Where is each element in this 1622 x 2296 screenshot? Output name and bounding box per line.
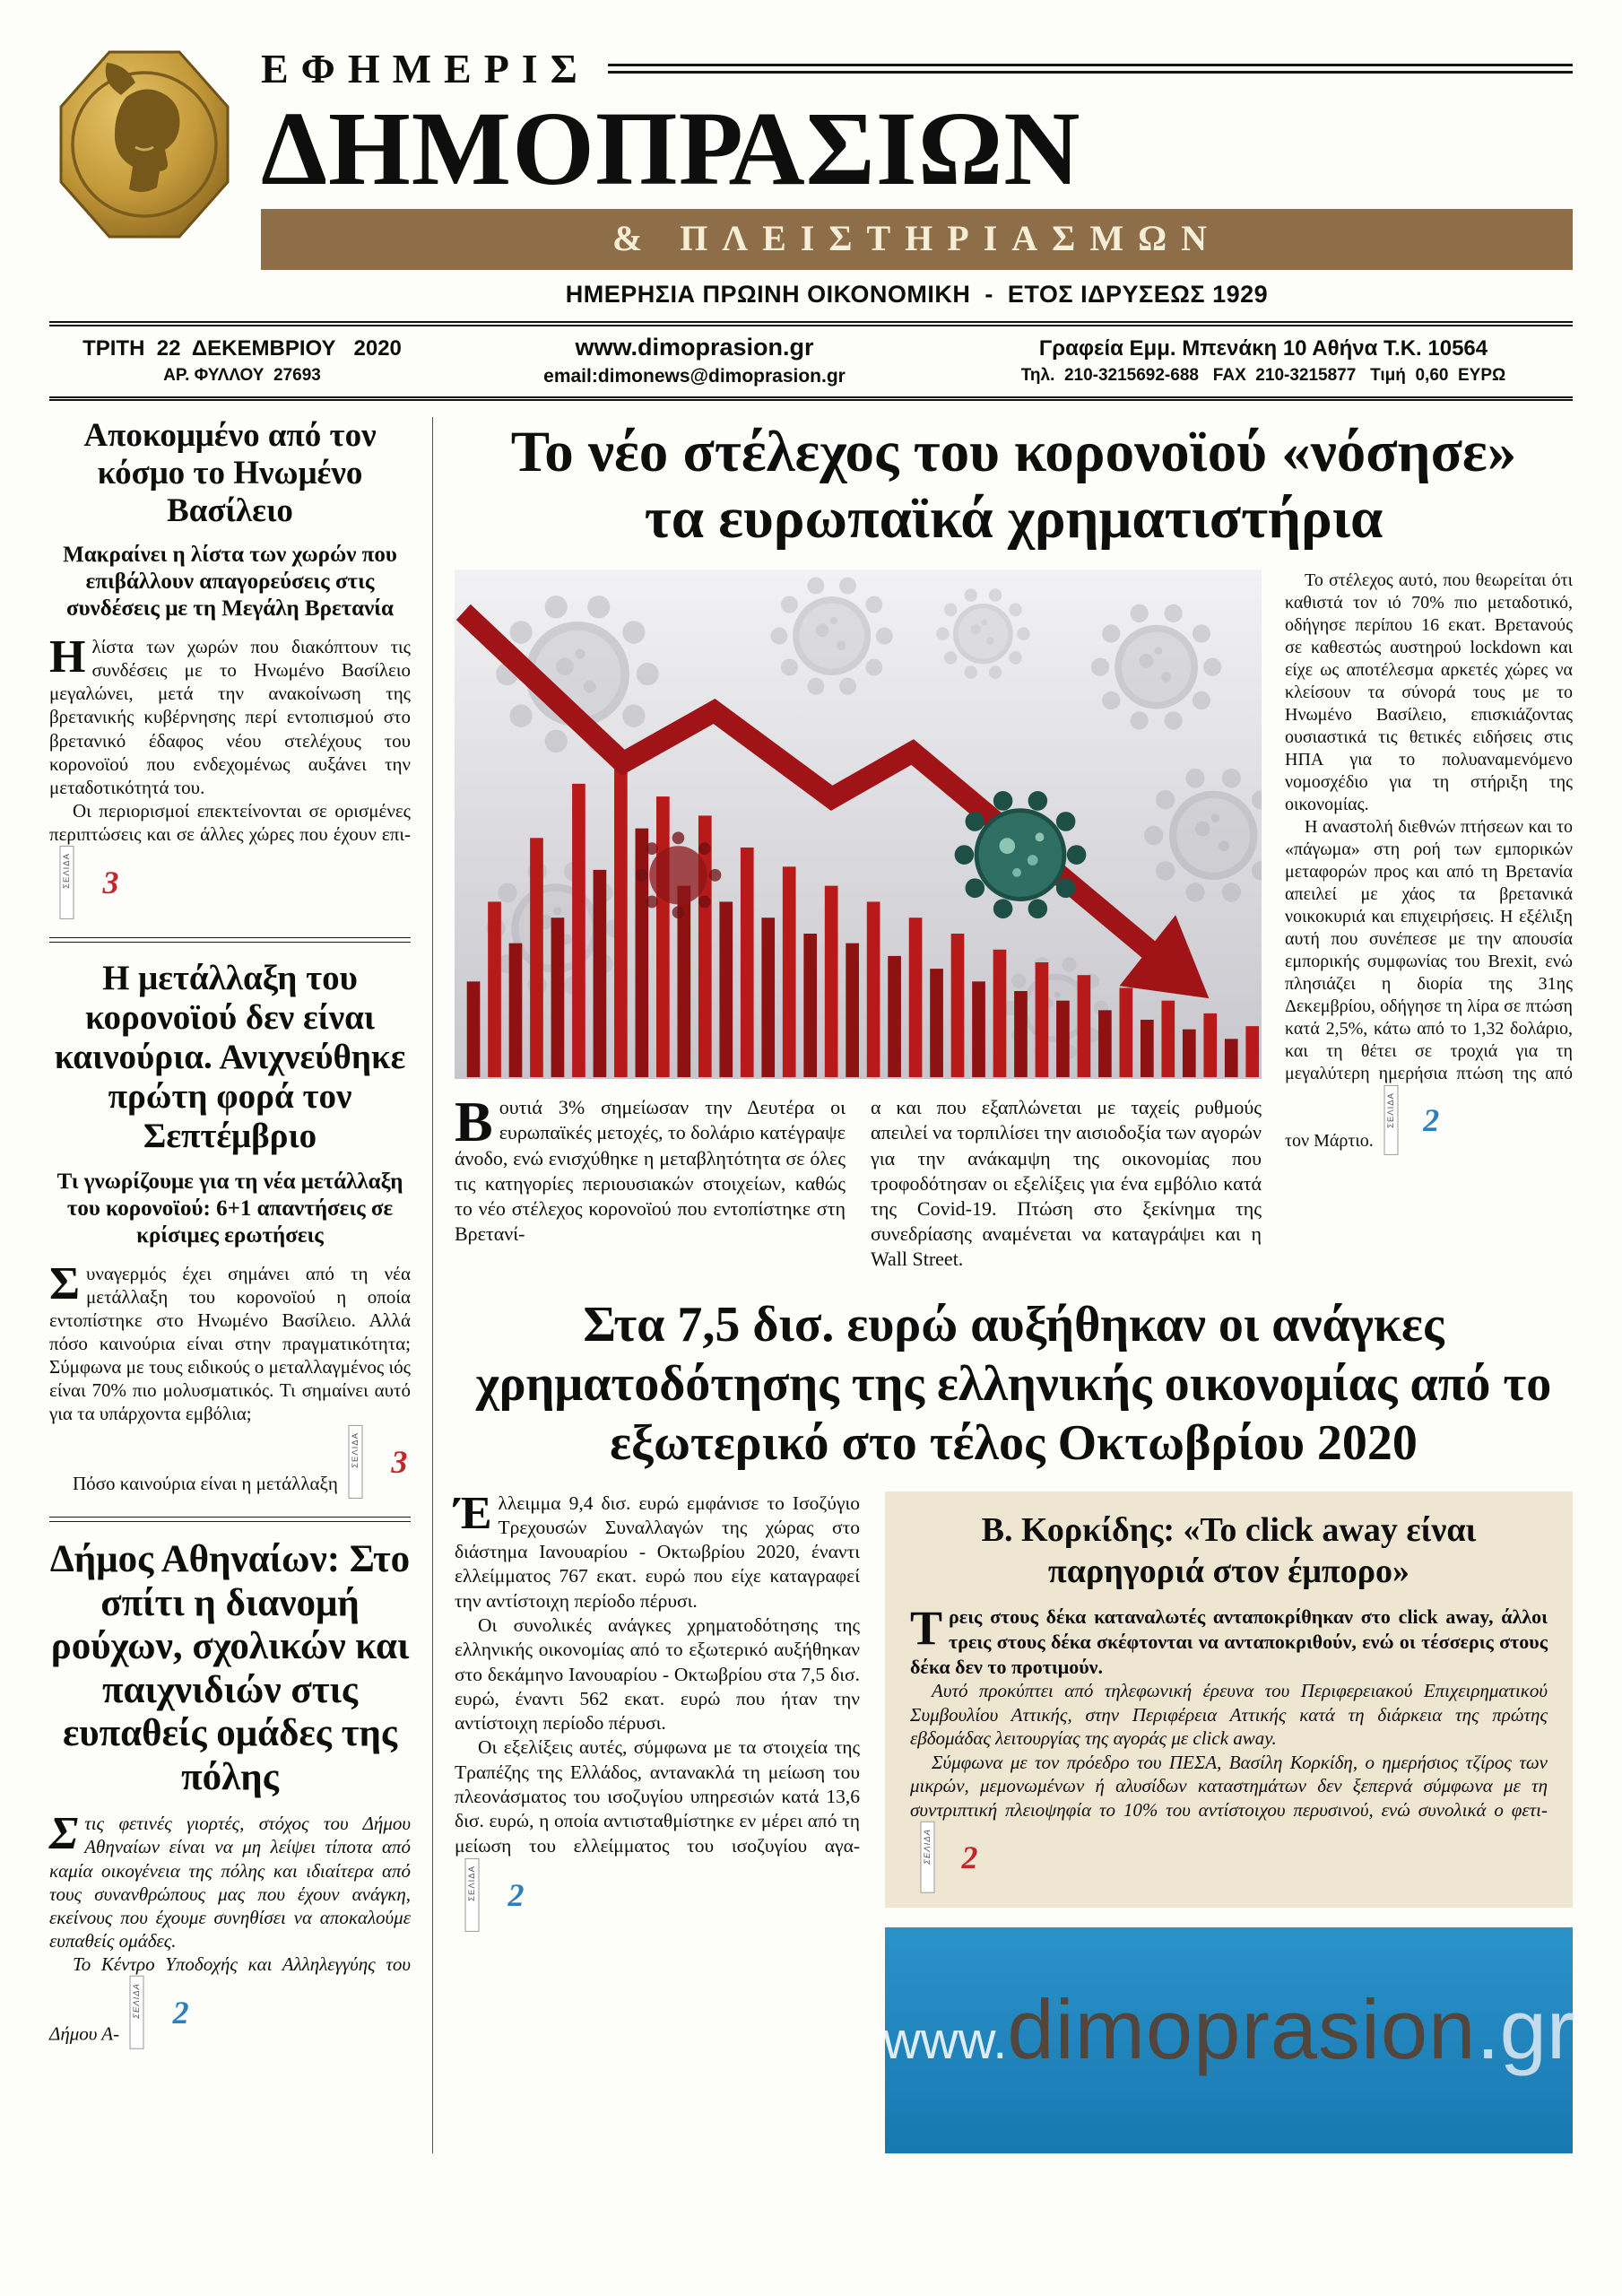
- clickaway-title: Β. Κορκίδης: «Το click away είναι παρηγοριά στον έμπορο»: [981, 1510, 1477, 1590]
- lead-story-left: [455, 570, 1262, 1272]
- lead-story-text-columns: [455, 1090, 1262, 1272]
- lead-story-col-1: Βουτιά 3% σημείωσαν την Δευτέρα οι ευρωπαϊκές μετοχές, το δολάριο κατέγραψε άνοδο, ενώ ενισχύθηκε η μεταβλητότητα σε όλες τις κατηγορίες περιουσιακών στοιχείων, καθώς το νέο στέλεχος κορονοϊού που εντοπίστηκε στη Βρετανί-: [455, 1090, 846, 1245]
- article-body: Συναγερμός έχει σημάνει από τη νέα μετάλλαξη του κορονοϊού η οποία εντοπίστηκε στο Ηνωμένο Βασίλειο. Αλλά πόσο καινούρια είναι στην πραγματικότητα; Σύμφωνα με τους ειδικούς ο μεταλλαγμένος ιός είναι 70% πιο μολυσματικός. Τι σημαίνει αυτό για τα υπάρχοντα εμβόλια; Πόσο καινούρια είναι η μετάλλαξη ΣΕΛΙΔΑ 3: [49, 1262, 411, 1499]
- article-divider: [49, 1517, 411, 1522]
- contact-web: [435, 334, 954, 387]
- page-ref[interactable]: [465, 1858, 525, 1932]
- page-ref-label: ΣΕΛΙΔΑ: [60, 846, 74, 919]
- issue-number: ΑΡ. ΦΥΛΛΟΥ 27693: [163, 365, 321, 385]
- article-divider: [49, 937, 411, 943]
- article-title: Αποκομμένο από τον κόσμο το Ηνωμένο Βασίλειο: [83, 417, 377, 529]
- masthead-tagline: ΗΜΕΡΗΣΙΑ ΠΡΩΙΝΗ ΟΙΚΟΝΟΜΙΚΗ - ΕΤΟΣ ΙΔΡΥΣΕΩΣ 1929: [565, 281, 1269, 308]
- clickaway-body: Τρεις στους δέκα καταναλωτές ανταποκρίθηκαν στο click away, άλλοι τρεις στους δέκα σκέφτονται να ανταποκριθούν, ενώ οι τέσσερις στους δέκα δεν το προτιμούν. Αυτό προκύπτει από τηλεφωνική έρευνα του Περιφερειακού Επιχειρηματικού Συμβουλίου Αττικής, στην Περιφέρεια Αττικής κατά τη διάρκεια της πρώτης εβδομάδας λειτουργίας της αγοράς με click away. Σύμφωνα με τον πρόεδρο του ΠΕΣΑ, Βασίλη Κορκίδη, ο ημερήσιος τζίρος των μικρών, μεμονωμένων ή αλυσίδων καταστημάτων δεν ξεπερνά σύμφωνα με τη συντριπτική πλειοψηφία το 10% του αντίστοιχου περυσινού, ενώ συνολικά ο φετι- ΣΕΛΙΔΑ 2: [910, 1605, 1548, 1893]
- banner-www: www.: [882, 2011, 1008, 2070]
- article-title: Η μετάλλαξη του κορονοϊού δεν είναι καινούρια. Ανιχνεύθηκε πρώτη φορά τον Σεπτέμβριο: [54, 958, 406, 1155]
- page-ref-number: 2: [1423, 1102, 1440, 1139]
- clickaway-box: [885, 1492, 1573, 1908]
- newspaper-title: ΔΗΜΟΠΡΑΣΙΩΝ: [261, 90, 1081, 207]
- main-column: [433, 417, 1573, 2153]
- page-ref-label: ΣΕΛΙΔΑ: [130, 1976, 144, 2049]
- office-contacts: Τηλ. 210-3215692-688 FAX 210-3215877 Τιμή 0,60 ΕΥΡΩ: [1020, 365, 1506, 385]
- info-bar: [49, 321, 1573, 401]
- hermes-coin-icon: [49, 38, 239, 251]
- article-body: Στις φετινές γιορτές, στόχος του Δήμου Αθηναίων είναι να μη λείψει τίποτα από καμία οικογένεια της πόλης και ιδιαίτερα από τους συνανθρώπους μας που έχουν ανάγκη, εκείνους που έχουμε συνηθίσει να αποκαλούμε ευπαθείς ομάδες. Το Κέντρο Υποδοχής και Αλληλεγγύης του Δήμου Α- ΣΕΛΙΔΑ 2: [49, 1812, 411, 2048]
- page-ref[interactable]: [349, 1425, 408, 1499]
- page-ref-number: 2: [961, 1839, 978, 1875]
- page-ref[interactable]: [60, 846, 119, 919]
- office-info: [954, 336, 1573, 386]
- page-ref-label: ΣΕΛΙΔΑ: [349, 1425, 363, 1499]
- masthead: [49, 38, 1573, 309]
- main-headline: Το νέο στέλεχος του κορονοϊού «νόσησε» τα ευρωπαϊκά χρηματιστήρια: [510, 420, 1517, 552]
- website-link[interactable]: www.dimoprasion.gr: [575, 334, 814, 361]
- issue-date: ΤΡΙΤΗ 22 ΔΕΚΕΜΒΡΙΟΥ 2020: [82, 335, 402, 361]
- lead-story: [455, 570, 1573, 1272]
- article-body: Ηλίστα των χωρών που διακόπτουν τις συνδέσεις με το Ηνωμένο Βασίλειο μεγαλώνει, μετά την ανακοίνωση της βρετανικής κυβέρνησης περί εντοπισμού στο βρετανικό έδαφος νέου στελέχους του κορονοϊού που ενδεχομένως αυξάνει την μεταδοτικότητά του. Οι περιορισμοί επεκτείνονται σε ορισμένες περιπτώσεις και σε άλλες χώρες που έχουν επι- ΣΕΛΙΔΑ 3: [49, 635, 411, 918]
- article-subtitle: Μακραίνει η λίστα των χωρών που επιβάλλουν απαγορεύσεις στις συνδέσεις με τη Μεγάλη Βρετανία: [63, 543, 397, 622]
- page-ref-number: 2: [172, 1994, 189, 2031]
- page-ref-label: ΣΕΛΙΔΑ: [465, 1858, 480, 1932]
- content-area: [49, 417, 1573, 2153]
- lead-story-right-column: Το στέλεχος αυτό, που θεωρείται ότι καθιστά τον ιό 70% πιο μεταδοτικό, οδήγησε περίπου 16 εκατ. Βρετανούς σε καθεστώς αυστηρού lockdown και είχε ως αποτέλεσμα αρκετές χώρες να κλείσουν τα σύνορά τους με το Ηνωμένο Βασίλειο, επισκιάζοντας ουσιαστικά τις θετικές ειδήσεις στις ΗΠΑ για το πολυαναμενόμενο νομοσχέδιο για τη στήριξη της οικονομίας. Η αναστολή διεθνών πτήσεων και το «πάγωμα» στη ροή των εμπορικών μεταφορών προς και από τη Βρετανία απειλεί με χάος τα βρετανικά νοικοκυριά και επιχειρήσεις. Η εξέλιξη αυτή που συνέπεσε με την απουσία εμπορικής συμφωνίας του Brexit, ενώ πλησιάζει η διορία της 31ης Δεκεμβρίου, οδήγησε τη λίρα σε πτώση κατά 2,5%, κάτω από το 1,32 δολάριο, και τη θέτει σε τροχιά για τη μεγαλύτερη ημερήσια πτώση της από τον Μάρτιο. ΣΕΛΙΔΑ 2: [1285, 570, 1573, 1272]
- issue-info: [49, 336, 435, 386]
- bottom-section: [455, 1487, 1575, 2153]
- article-title: Δήμος Αθηναίων: Στο σπίτι η διανομή ρούχων, σχολικών και παιχνιδιών στις ευπαθείς ομάδες της πόλης: [49, 1537, 411, 1798]
- page-ref[interactable]: [1384, 1085, 1440, 1155]
- banner-tld: .gr: [1476, 1981, 1575, 2076]
- left-column: [49, 417, 433, 2153]
- economy-article: Έλλειμμα 9,4 δισ. ευρώ εμφάνισε το Ισοζύγιο Τρεχουσών Συναλλαγών της χώρας στο διάστημα Ιανουαρίου - Οκτωβρίου 2020, έναντι ελλείμματος 767 εκατ. ευρώ που είχε καταγραφεί την αντίστοιχη περίοδο πέρυσι. Οι συνολικές ανάγκες χρηματοδότησης της ελληνικής οικονομίας από το εξωτερικό αυξήθηκαν στο δεκάμηνο Ιανουαρίου - Οκτωβρίου στα 7,5 δισ. ευρώ, έναντι 562 εκατ. ευρώ που ήταν την αντίστοιχη περίοδο πέρυσι. Οι εξελίξεις αυτές, σύμφωνα με τα στοιχεία της Τραπέζης της Ελλάδος, αντανακλά τη μείωση του πλεονάσματος του ισοζυγίου υπηρεσιών κατά 13,6 δισ. ευρώ, η οποία αντισταθμίστηκε εν μέρει από τη μείωση του ελλείμματος του ισοζυγίου αγα- ΣΕΛΙΔΑ 2: [455, 1492, 860, 2153]
- page-ref-number: 3: [102, 864, 119, 900]
- masthead-kicker: ΕΦΗΜΕΡΙΣ: [261, 46, 590, 91]
- newspaper-logo: [49, 38, 239, 309]
- article-mutation: [49, 959, 411, 1499]
- masthead-rule: [608, 64, 1573, 74]
- website-banner[interactable]: [882, 1927, 1575, 2153]
- masthead-band: & ΠΛΕΙΣΤΗΡΙΑΣΜΩΝ: [261, 209, 1573, 270]
- office-address: Γραφεία Εμμ. Μπενάκη 10 Αθήνα Τ.Κ. 10564: [1038, 335, 1488, 361]
- page-ref[interactable]: [130, 1976, 189, 2049]
- article-subtitle: Τι γνωρίζουμε για τη νέα μετάλλαξη του κορονοϊού: 6+1 απαντήσεις σε κρίσιμες ερωτήσεις: [56, 1169, 403, 1248]
- page-ref-number: 2: [507, 1876, 525, 1913]
- lead-story-col-2: α και που εξαπλώνεται με ταχείς ρυθμούς απειλεί να τορπιλίσει την αισιοδοξία των αγορών για την ανάκαμψη της οικονομίας που τροφοδότησαν οι εξελίξεις για ένα εμβόλιο κατά της Covid-19. Πτώση στο ξεκίνημα της συνεδρίασης αναμένεται να καταγράψει και η Wall Street.: [871, 1096, 1262, 1271]
- article-athens-municipality: [49, 1538, 411, 2048]
- page-ref-label: ΣΕΛΙΔΑ: [921, 1822, 935, 1893]
- hero-image-market-crash: [455, 570, 1262, 1079]
- banner-domain: dimoprasion: [1007, 1981, 1477, 2076]
- page-ref[interactable]: [921, 1822, 978, 1893]
- page-ref-label: ΣΕΛΙΔΑ: [1384, 1085, 1399, 1155]
- page-ref-number: 3: [391, 1444, 408, 1481]
- article-uk-cutoff: [49, 417, 411, 919]
- masthead-text: [261, 38, 1573, 309]
- bottom-right-stack: [882, 1492, 1575, 2153]
- email-link[interactable]: email:dimonews@dimoprasion.gr: [543, 366, 846, 387]
- second-headline: Στα 7,5 δισ. ευρώ αυξήθηκαν οι ανάγκες χρηματοδότησης της ελληνικής οικονομίας από το εξωτερικό στο τέλος Οκτωβρίου 2020: [475, 1297, 1552, 1472]
